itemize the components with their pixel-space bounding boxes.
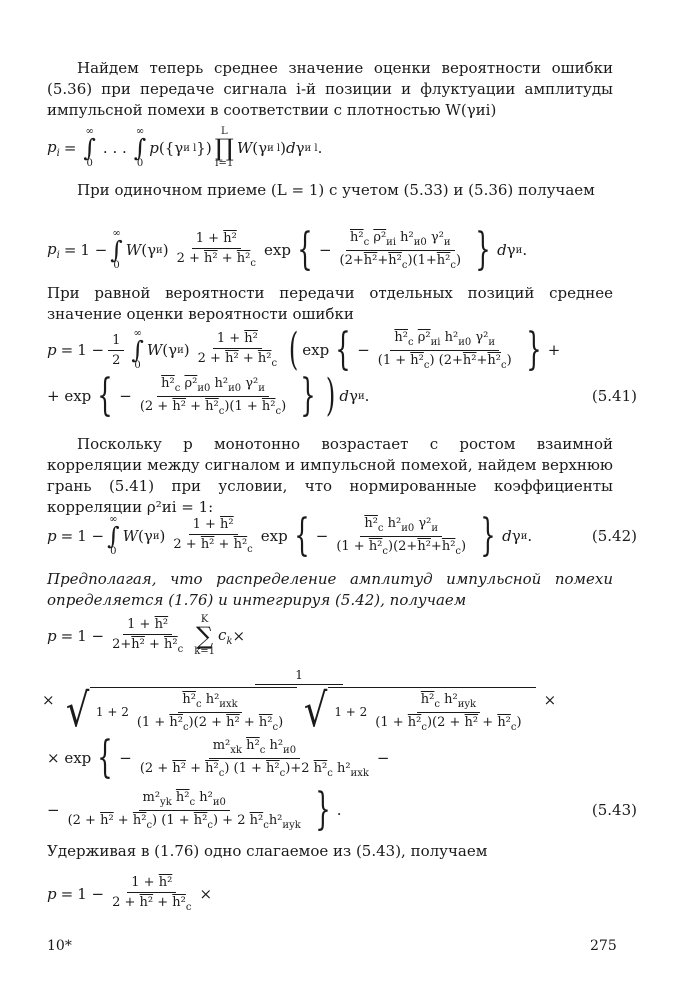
paragraph-amplitude-distribution: Предполагая, что распределение амплитуд импульсной помехи определяется (1.76) и интегрируя (5.42), получаем	[47, 570, 613, 609]
formula-541-line1: p = 1 − $\frac{1}{2}$ ∞ ∫ 0 W (γ и ) $\frac{\text{1 + h²}}{2 + h^2 + h^2_с}$ ( exp { − $\frac{h^2_с \rho^2_{иi} h^2_{и0} \gamma^2_и}{(1 + h^2_с) (2+h^2+h^2_с)}$ } +	[47, 324, 561, 375]
formula-pi-single: $p_i$ = 1 − ∞ ∫ 0 W (γ и ) $\frac{\text{1 + h²}}{2 + h^2 + h^2_с}$ exp { − $\frac{h^2_с \rho^2_{иi} h^2_{и0} \gamma^2_и}{(2+h^2+h^2_с)(1+h^2_с)}$ } d γ и .	[47, 224, 528, 275]
paragraph-single-reception: При одиночном приеме (L = 1) с учетом (5.33) и (5.36) получаем	[77, 181, 595, 199]
footer-signature: 10*	[47, 938, 72, 954]
paragraph-mean-error: Найдем теперь среднее значение оценки вероятности ошибки (5.36) при передаче сигнала i-й позиции и флуктуации амплитуды импульсной помехи в соответствии с плотностью W(γиi)	[47, 59, 613, 119]
equation-number-542: (5.42)	[591, 527, 637, 545]
formula-542: p = 1 − ∞ ∫ 0 W (γ и ) $\frac{\text{1 + h²}}{2 + h^2 + h^2_с}$ exp { − $\frac{h^2_с h^2_{и0} \gamma^2_и}{(1 + h^2_с)(2+h^2+h^2_с)}$ } d γ и . (5.42)	[47, 510, 637, 561]
formula-543-line3: × exp { − $\frac{m^2_{xk} h^2_с h^2_{и0}}{(2 + h^2 + h^2_с) (1 + h^2_с)+2 h^2_с h^2_{иxk}}$ −	[47, 732, 390, 783]
formula-final: p = 1 − $\frac{\text{1 + h²}}{2 + h^2 + h^2_с}$ ×	[47, 875, 213, 913]
equation-number-543: (5.43)	[591, 801, 637, 819]
page-number: 275	[590, 938, 617, 954]
formula-543-line2: × 1 √ 1 + 2 $\frac{h^2_с h^2_{иxk}}{(1 + h^2_с)(2 + h^2 + h^2_с)}$ √ 1 + 2 $\frac{h^2_с h^2_{иyk}}{(1 + h^2_с)(2 + h^2 + h^2_с)}$ ×	[42, 667, 557, 737]
paragraph-one-term: Удерживая в (1.76) одно слагаемое из (5.43), получаем	[47, 842, 488, 860]
formula-541-line2: + exp { − $\frac{h^2_с \rho^2_{и0} h^2_{и0} \gamma^2_и}{(2 + h^2 + h^2_с)(1 + h^2_с)}$ } ) d γ и . (5.41)	[47, 370, 637, 421]
equation-number-541: (5.41)	[591, 387, 637, 405]
formula-543-line4: − $\frac{m^2_{yk} h^2_с h^2_{и0}}{(2 + h^2 + h^2_с) (1 + h^2_с) + 2 h^2_сh^2_{иyk}}$ } . (5.43)	[47, 784, 637, 835]
formula-pi-integral: $p_i$ = ∞ ∫ 0 . . . ∞ ∫ 0 p ({γ и l }) L ∏ l=1 W (γ и l ) d γ и l .	[47, 125, 323, 170]
formula-543-line1: p = 1 − $\frac{\text{1 + h²}}{2+h^2 + h^2_с}$ K ∑ k=1 $c_k$ ×	[47, 613, 246, 658]
paragraph-equal-probability: При равной вероятности передачи отдельных позиций среднее значение оценки вероятности ошибки	[47, 284, 613, 323]
paragraph-upper-bound: Поскольку p монотонно возрастает с ростом взаимной корреляции между сигналом и импульсной помехой, найдем верхнюю грань (5.41) при условии, что нормированные коэффициенты корреляции ρ²иi = 1:	[47, 435, 613, 516]
